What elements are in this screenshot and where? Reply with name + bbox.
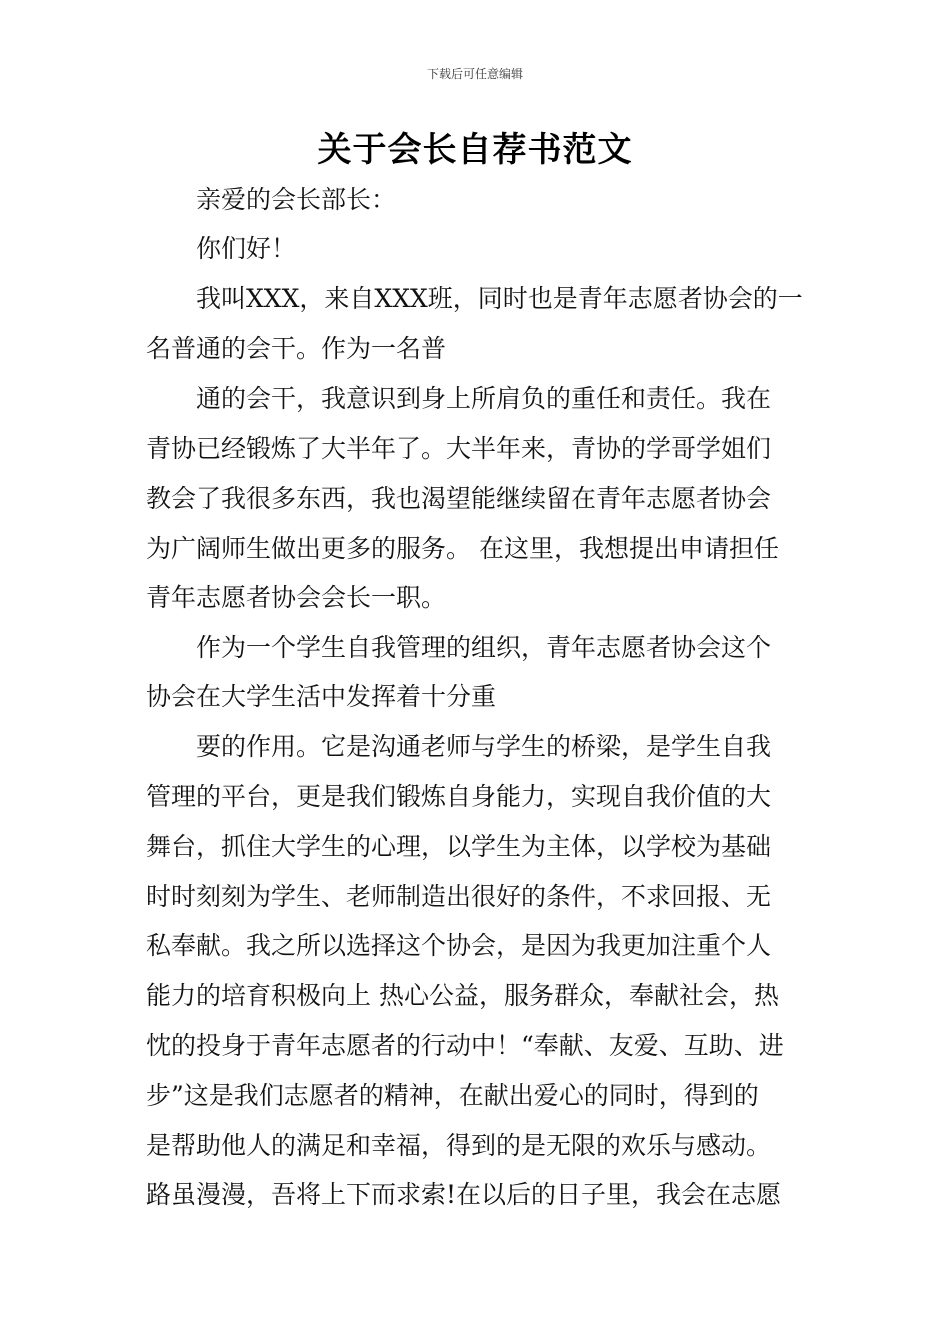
body-line: 管理的平台，更是我们锻炼自身能力，实现自我价值的大 xyxy=(146,782,772,811)
body-line: 步”这是我们志愿者的精神，在献出爱心的同时，得到的 xyxy=(146,1081,759,1110)
body-line: 忱的投身于青年志愿者的行动中！“奉献、友爱、互助、进 xyxy=(146,1031,784,1060)
document-title: 关于会长自荐书范文 xyxy=(317,130,633,170)
body-line: 青年志愿者协会会长一职。 xyxy=(146,583,447,612)
body-line: 能力的培育积极向上 热心公益，服务群众，奉献社会，热 xyxy=(146,981,779,1010)
body-line: 时时刻刻为学生、老师制造出很好的条件，不求回报、无 xyxy=(146,882,772,911)
body-line: 教会了我很多东西，我也渴望能继续留在青年志愿者协会 xyxy=(146,484,772,513)
body-line: 路虽漫漫，吾将上下而求索!在以后的日子里，我会在志愿 xyxy=(146,1180,782,1209)
greeting-line: 你们好！ xyxy=(196,234,297,263)
header-note: 下载后可任意编辑 xyxy=(426,67,523,81)
body-line: 为广阔师生做出更多的服务。 在这里，我想提出申请担任 xyxy=(146,534,779,563)
body-line: 要的作用。它是沟通老师与学生的桥梁，是学生自我 xyxy=(196,732,772,761)
body-line: 名普通的会干。作为一名普 xyxy=(146,334,447,363)
body-line: 作为一个学生自我管理的组织，青年志愿者协会这个 xyxy=(196,633,772,662)
body-line: 通的会干，我意识到身上所肩负的重任和责任。我在 xyxy=(196,384,772,413)
body-line: 私奉献。我之所以选择这个协会，是因为我更加注重个人 xyxy=(146,931,772,960)
salutation-line: 亲爱的会长部长： xyxy=(196,185,397,214)
body-line: 是帮助他人的满足和幸福，得到的是无限的欢乐与感动。 xyxy=(146,1131,772,1160)
body-line: 舞台，抓住大学生的心理，以学生为主体，以学校为基础 xyxy=(146,832,772,861)
body-line: 协会在大学生活中发挥着十分重 xyxy=(146,682,497,711)
body-line: 青协已经锻炼了大半年了。大半年来，青协的学哥学姐们 xyxy=(146,434,772,463)
body-line: 我叫XXX，来自XXX班，同时也是青年志愿者协会的一 xyxy=(196,284,803,313)
